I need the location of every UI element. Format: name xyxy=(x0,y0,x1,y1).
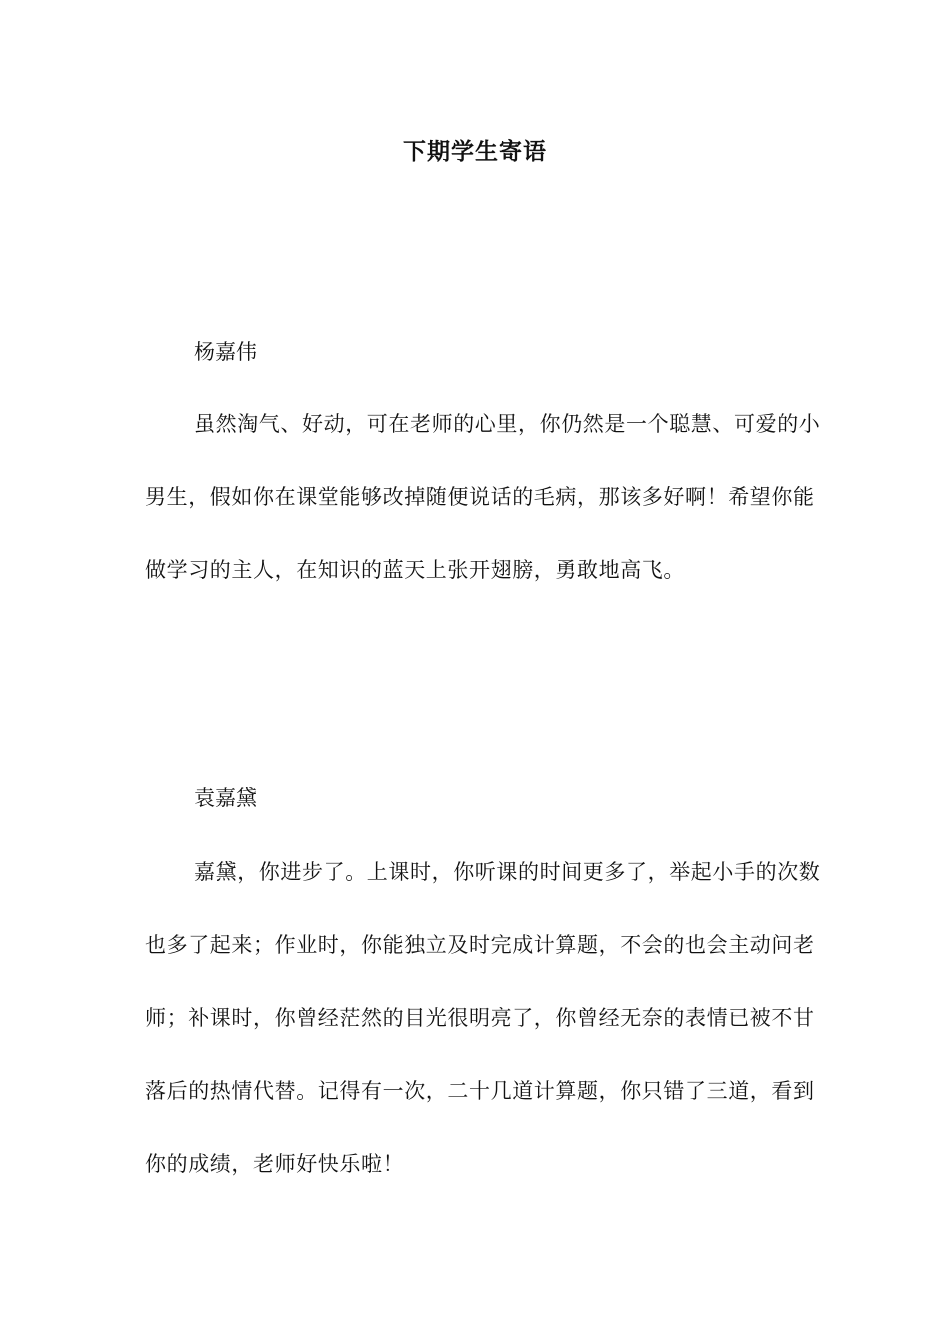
student-comment: 虽然淘气、好动，可在老师的心里，你仍然是一个聪慧、可爱的小男生，假如你在课堂能够改掉随便说话的毛病，那该多好啊！希望你能做学习的主人，在知识的蓝天上张开翅膀，勇敢地高飞。 xyxy=(145,412,821,582)
document-title: 下期学生寄语 xyxy=(403,138,547,165)
student-name: 袁嘉黛 xyxy=(194,786,257,810)
student-name: 杨嘉伟 xyxy=(194,340,257,364)
student-comment: 嘉黛，你进步了。上课时，你听课的时间更多了，举起小手的次数也多了起来；作业时，你能独立及时完成计算题，不会的也会主动问老师；补课时，你曾经茫然的目光很明亮了，你曾经无奈的表情已被不甘落后的热情代替。记得有一次，二十几道计算题，你只错了三道，看到你的成绩，老师好快乐啦！ xyxy=(145,860,821,1176)
